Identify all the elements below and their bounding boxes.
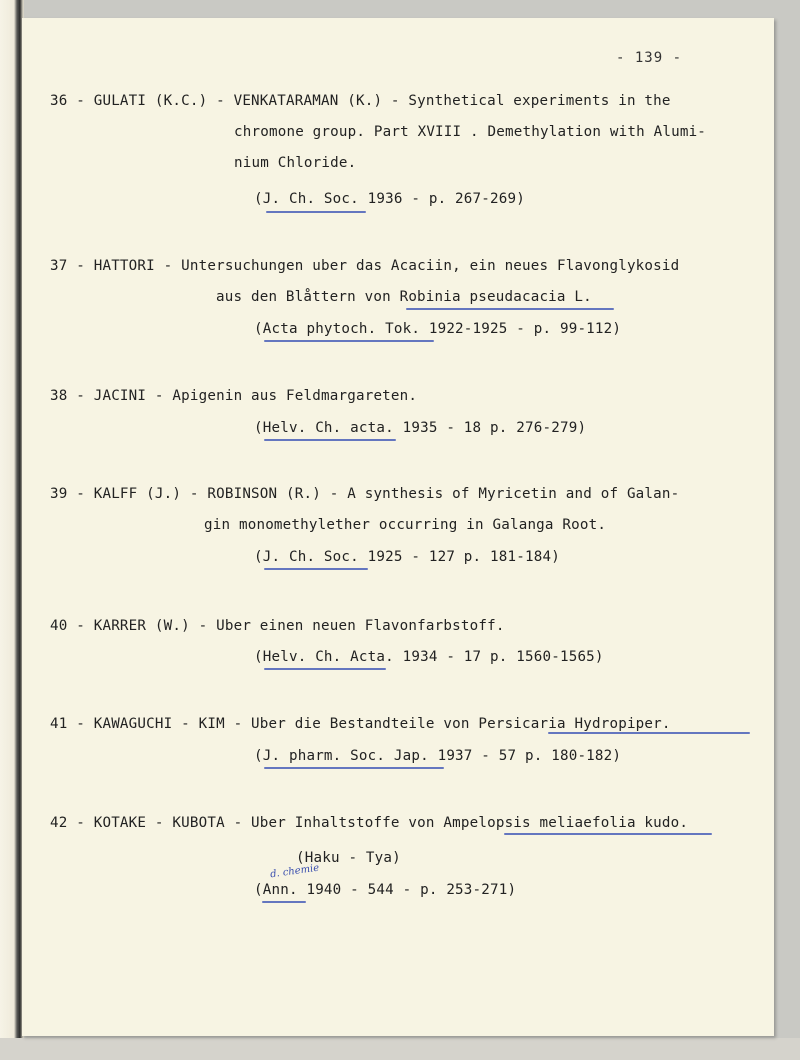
page-number: - 139 -: [616, 50, 683, 66]
entry-42-citation: (Ann. 1940 - 544 - p. 253-271): [254, 882, 517, 898]
entry-37-line-1: 37 - HATTORI - Untersuchungen uber das Acaciin, ein neues Flavonglykosid: [50, 258, 680, 274]
underline: [264, 439, 396, 441]
entry-37-citation: (Acta phytoch. Tok. 1922-1925 - p. 99-112): [254, 321, 622, 337]
entry-40-line-1: 40 - KARRER (W.) - Uber einen neuen Flavonfarbstoff.: [50, 618, 505, 634]
scan-background: [0, 1038, 800, 1060]
handwritten-annotation: d. chemie: [269, 862, 320, 881]
entry-36-line-1: 36 - GULATI (K.C.) - VENKATARAMAN (K.) - Synthetical experiments in the: [50, 93, 671, 109]
entry-38-line-1: 38 - JACINI - Apigenin aus Feldmargareten.: [50, 388, 418, 404]
underline: [406, 308, 614, 310]
underline: [264, 568, 368, 570]
entry-39-line-2: gin monomethylether occurring in Galanga Root.: [204, 517, 607, 533]
underline: [548, 732, 750, 734]
underline: [266, 211, 366, 213]
entry-39-line-1: 39 - KALFF (J.) - ROBINSON (R.) - A synthesis of Myricetin and of Galan-: [50, 486, 680, 502]
underline: [264, 668, 386, 670]
entry-36-line-2: chromone group. Part XVIII . Demethylation with Alumi-: [234, 124, 707, 140]
binding-edge: [0, 0, 24, 1060]
underline: [264, 340, 434, 342]
entry-39-citation: (J. Ch. Soc. 1925 - 127 p. 181-184): [254, 549, 560, 565]
underline: [504, 833, 712, 835]
entry-38-citation: (Helv. Ch. acta. 1935 - 18 p. 276-279): [254, 420, 587, 436]
entry-36-citation: (J. Ch. Soc. 1936 - p. 267-269): [254, 191, 525, 207]
entry-37-line-2: aus den Blåttern von Robinia pseudacacia L.: [216, 289, 592, 305]
entry-36-line-3: nium Chloride.: [234, 155, 357, 171]
entry-40-citation: (Helv. Ch. Acta. 1934 - 17 p. 1560-1565): [254, 649, 604, 665]
underline: [262, 901, 306, 903]
underline: [264, 767, 444, 769]
entry-42-line-1: 42 - KOTAKE - KUBOTA - Uber Inhaltstoffe von Ampelopsis meliaefolia kudo.: [50, 815, 689, 831]
entry-41-line-1: 41 - KAWAGUCHI - KIM - Uber die Bestandteile von Persicaria Hydropiper.: [50, 716, 671, 732]
entry-42-line-2: (Haku - Tya): [296, 850, 401, 866]
entry-41-citation: (J. pharm. Soc. Jap. 1937 - 57 p. 180-182): [254, 748, 622, 764]
